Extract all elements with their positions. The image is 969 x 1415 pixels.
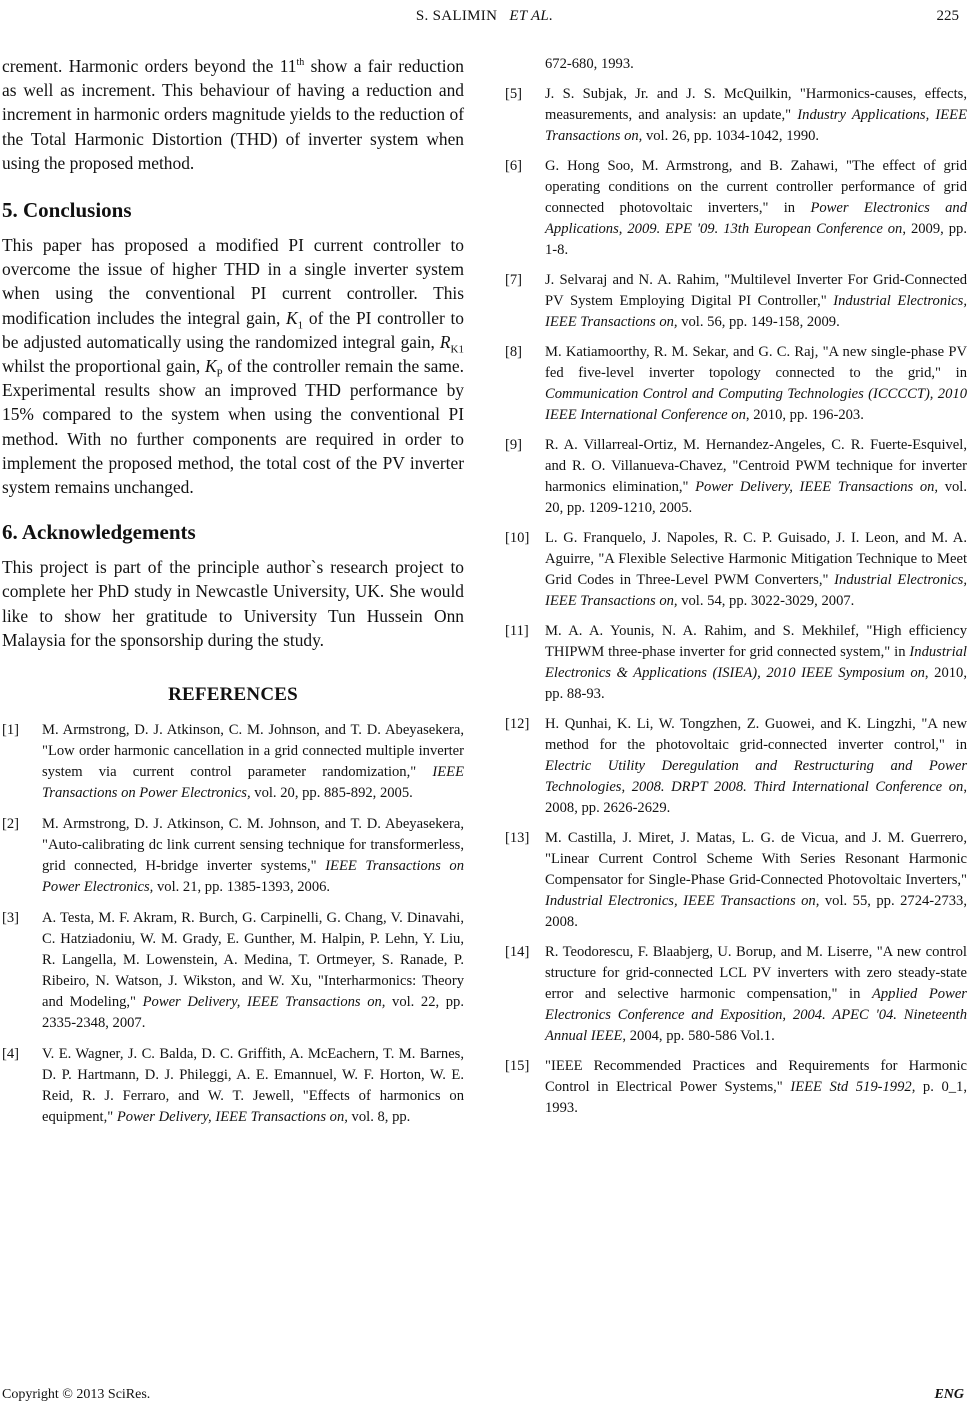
running-head-etal: ET AL. [509,8,554,24]
concl-kp-subscript: P [216,367,223,380]
reference-item: [3] A. Testa, M. F. Akram, R. Burch, G. Carpinelli, G. Chang, V. Dinavahi, C. Hatziadoniu, W. M. Grady, E. Gunther, M. Halpin, P. Lehn, Y. Liu, R. Langella, M. Lowenstein, A. Medina, T. Ortmeyer, S. Ranade, P. Ribeiro, N. Watson, J. Wikston, and W. Xu, "Interharmonics: Theory and Modeling," Power Delivery, IEEE Transactions on, vol. 22, pp. 2335-2348, 2007. [2,910,464,1032]
reference-item: [10] L. G. Franquelo, J. Napoles, R. C. P. Guisado, J. I. Leon, and M. A. Aguirre, "A Flexible Selective Harmonic Mitigation Technique to Meet Grid Codes in Three-Level PWM Converters," Industrial Electronics, IEEE Transactions on, vol. 54, pp. 3022-3029, 2007. [505,530,967,609]
reference-item: [11] M. A. A. Younis, N. A. Rahim, and S. Mekhilef, "High efficiency THIPWM three-phase inverter for grid connected system," in Industrial Electronics & Applications (ISIEA), 2010 IEEE Symposium on, 2010, pp. 88-93. [505,623,967,702]
intro-text-a: crement. Harmonic orders beyond the 11 [2,56,297,76]
intro-superscript: th [296,57,305,69]
reference-item: [8] M. Katiamoorthy, R. M. Sekar, and G. C. Raj, "A new single-phase PV fed five-level inverter topology connected to the grid," in Communication Control and Computing Technologies (ICCCCT), 2010 IEEE International Conference on, 2010, pp. 196-203. [505,344,967,423]
concl-r-symbol: R [439,331,451,352]
journal-abbrev: ENG [934,1387,964,1402]
reference-item: [12] H. Qunhai, K. Li, W. Tongzhen, Z. Guowei, and K. Lingzhi, "A new method for the photovoltaic grid-connected inverter control," in Electric Utility Deregulation and Restructuring and Power Technologies, 2008. DRPT 2008. Third International Conference on, 2008, pp. 2626-2629. [505,716,967,816]
reference-item: [7] J. Selvaraj and N. A. Rahim, "Multilevel Inverter For Grid-Connected PV System Employing Digital PI Controller," Industrial Electronics, IEEE Transactions on, vol. 56, pp. 149-158, 2009. [505,272,967,330]
reference-item: [2] M. Armstrong, D. J. Atkinson, C. M. Johnson, and T. D. Abeyasekera, "Auto-calibrating dc link current sensing technique for transformerless, grid connected, H-bridge inverter systems," IEEE Transactions on Power Electronics, vol. 21, pp. 1385-1393, 2006. [2,816,464,896]
reference-item: [4] V. E. Wagner, J. C. Balda, D. C. Griffith, A. McEachern, T. M. Barnes, D. P. Hartmann, D. J. Phileggi, A. E. Emannuel, W. F. Horton, W. E. Reid, R. J. Ferraro, and W. T. Jewell, "Effects of harmonics on equipment," Power Delivery, IEEE Transactions on, vol. 8, pp. [2,1046,464,1126]
reference-item: [6] G. Hong Soo, M. Armstrong, and B. Zahawi, "The effect of grid operating conditions on the current controller performance of grid connected photovoltaic inverters," in Power Electronics and Applications, 2009. EPE '09. 13th European Conference on, 2009, pp. 1-8. [505,158,968,258]
concl-text-c: whilst the proportional gain, [2,356,205,377]
right-column [505,54,967,1119]
references-list-left [2,720,464,1128]
concl-text-a: This paper has proposed a modified PI current controller to overcome the issue of higher THD in a single inverter system when using the conventional PI current controller. This modification includes the integral gain, [2,235,464,328]
copyright-text: Copyright © 2013 SciRes. [2,1387,151,1402]
reference-item: [13] M. Castilla, J. Miret, J. Matas, L. G. de Vicua, and J. M. Guerrero, "Linear Current Control Scheme With Series Resonant Harmonic Compensator for Single-Phase Grid-Connected Photovoltaic Inverters," Industrial Electronics, IEEE Transactions on, vol. 55, pp. 2724-2733, 2008. [505,830,968,930]
conclusions-paragraph [2,233,464,499]
acknowledgements-paragraph: This project is part of the principle author`s research project to complete her PhD study in Newcastle University, UK. She would like to show her gratitude to University Tun Hussein Onn Malaysia for the sponsorship during the study. [2,557,464,650]
reference-item: [5] J. S. Subjak, Jr. and J. S. McQuilkin, "Harmonics-causes, effects, measurements, and analysis: an update," Industry Applications, IEEE Transactions on, vol. 26, pp. 1034-1042, 1990. [505,86,967,144]
concl-text-b: of the PI controller to be adjusted automatically using the randomized integral gain, [2,307,464,352]
page-number: 225 [936,8,959,24]
references-heading: REFERENCES [168,684,298,706]
page-header [0,0,969,30]
concl-r-subscript: K1 [450,343,464,356]
conclusions-heading: 5. Conclusions [2,198,132,223]
running-head [0,8,969,25]
acknowledgements-heading: 6. Acknowledgements [2,520,196,545]
reference-item: [14] R. Teodorescu, F. Blaabjerg, U. Borup, and M. Liserre, "A new control structure for grid-connected LCL PV inverters with zero steady-state error and selective harmonic compensation," in Applied Power Electronics Conference and Exposition, 2004. APEC '04. Nineteenth Annual IEEE, 2004, pp. 580-586 Vol.1. [505,944,967,1044]
concl-k-symbol: K [286,307,298,328]
page-footer [2,1387,964,1403]
concl-k-subscript: 1 [297,319,304,332]
concl-text-d: of the controller remain the same. Experimental results show an improved THD performance by 15% compared to the system when using the conventional PI method. With no further components are required in order to implement the proposed method, the total cost of the PV inverter system remains unchanged. [2,356,464,498]
reference-item: [1] M. Armstrong, D. J. Atkinson, C. M. Johnson, and T. D. Abeyasekera, "Low order harmonic cancellation in a grid connected multiple inverter system via current control parameter randomization," IEEE Transactions on Power Electronics, vol. 20, pp. 885-892, 2005. [2,722,464,802]
left-column [2,54,464,1128]
intro-text-b: show a fair reduction as well as increment. This behaviour of having a reduction and increment in harmonic orders magnitude yields to the reduction of the Total Harmonic Distortion (THD) of inverter system when using the proposed method. [2,56,464,173]
reference-item: [9] R. A. Villarreal-Ortiz, M. Hernandez-Angeles, C. R. Fuerte-Esquivel, and R. O. Villanueva-Chavez, "Centroid PWM technique for inverter harmonics elimination," Power Delivery, IEEE Transactions on, vol. 20, pp. 1209-1210, 2005. [505,437,967,516]
intro-paragraph [2,54,464,175]
reference-item: [15] "IEEE Recommended Practices and Requirements for Harmonic Control in Electrical Power Systems," IEEE Std 519-1992, p. 0_1, 1993. [505,1058,967,1116]
reference-continuation: 672-680, 1993. [545,56,634,72]
concl-kp-symbol: K [204,356,217,377]
running-head-author: S. SALIMIN [415,8,498,24]
